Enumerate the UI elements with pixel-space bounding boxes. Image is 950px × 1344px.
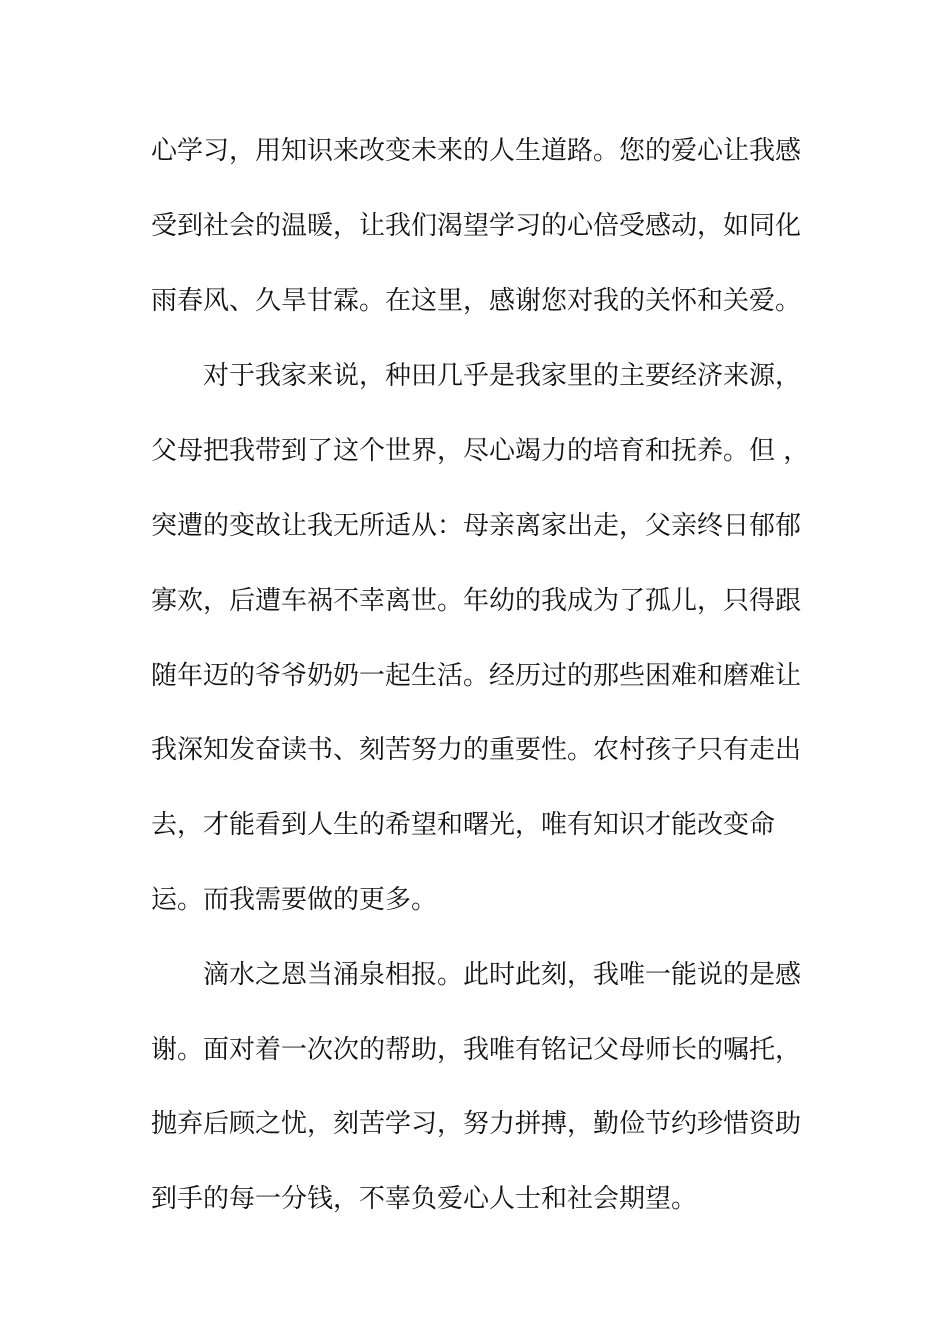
text-line: 父母把我带到了这个世界，尽心竭力的培育和抚养。但 ， bbox=[151, 436, 810, 466]
text-line: 受到社会的温暖，让我们渴望学习的心倍受感动，如同化 bbox=[151, 211, 802, 241]
text-line: 随年迈的爷爷奶奶一起生活。经历过的那些困难和磨难让 bbox=[151, 661, 802, 691]
text-line: 寡欢，后遭车祸不幸离世。年幼的我成为了孤儿，只得跟 bbox=[151, 586, 802, 616]
text-line: 去，才能看到人生的希望和曙光，唯有知识才能改变命 bbox=[151, 810, 776, 840]
text-line: 谢。面对着一次次的帮助，我唯有铭记父母师长的嘱托， bbox=[151, 1035, 802, 1065]
text-line: 突遭的变故让我无所适从：母亲离家出走，父亲终日郁郁 bbox=[151, 511, 802, 541]
text-line: 我深知发奋读书、刻苦努力的重要性。农村孩子只有走出 bbox=[151, 735, 802, 765]
paragraph-start-line: 滴水之恩当涌泉相报。此时此刻，我唯一能说的是感 bbox=[203, 960, 802, 990]
text-line: 运。而我需要做的更多。 bbox=[151, 885, 438, 915]
text-line: 抛弃后顾之忧，刻苦学习，努力拼搏，勤俭节约珍惜资助 bbox=[151, 1109, 802, 1139]
text-line: 到手的每一分钱，不辜负爱心人士和社会期望。 bbox=[151, 1184, 698, 1214]
paragraph-start-line: 对于我家来说，种田几乎是我家里的主要经济来源， bbox=[203, 361, 802, 391]
text-line: 心学习，用知识来改变未来的人生道路。您的爱心让我感 bbox=[151, 136, 802, 166]
text-line: 雨春风、久旱甘霖。在这里，感谢您对我的关怀和关爱。 bbox=[151, 286, 802, 316]
